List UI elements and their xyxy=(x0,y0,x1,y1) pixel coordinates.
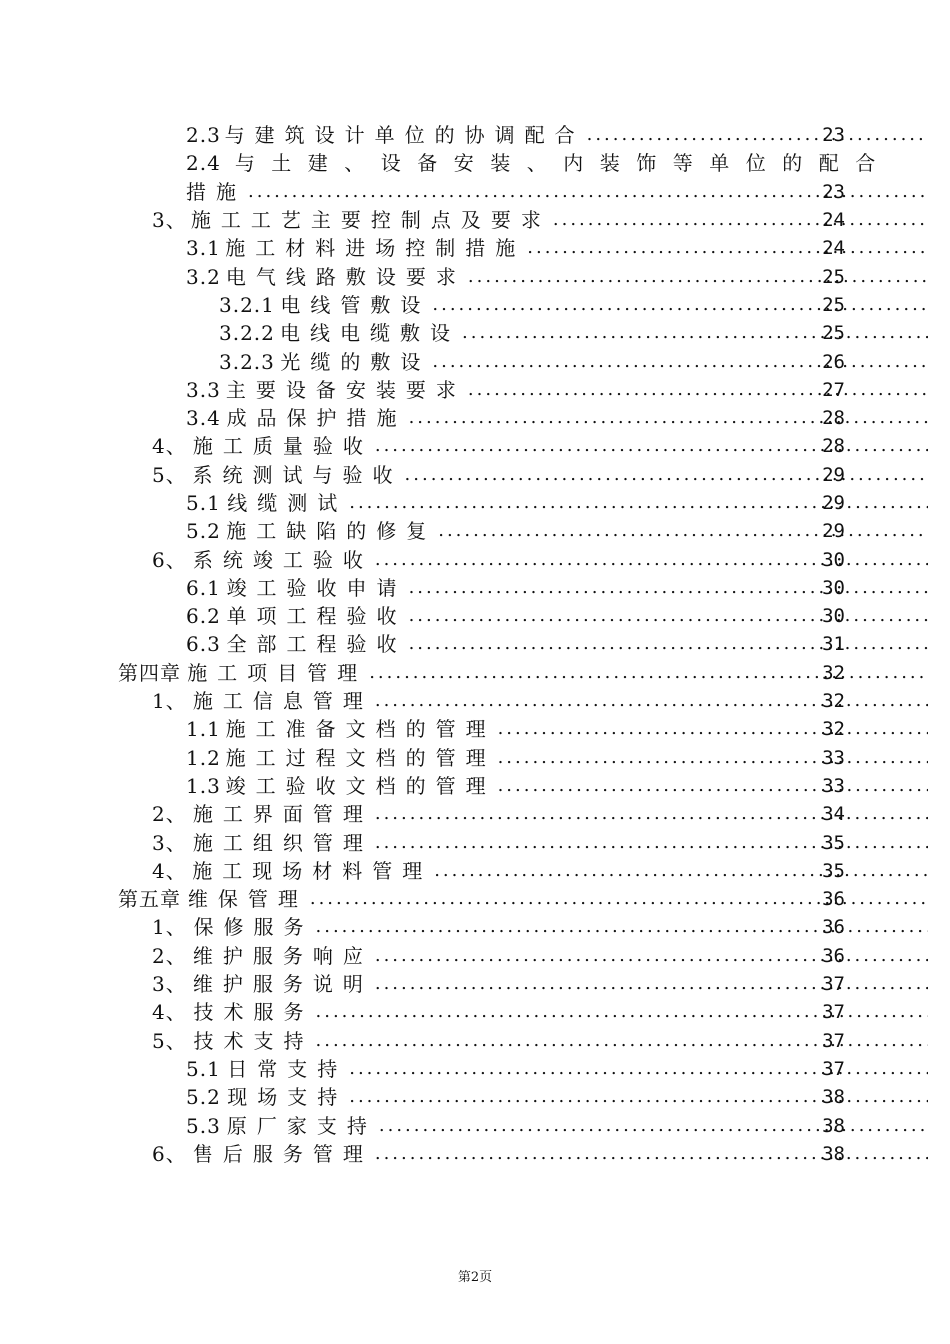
toc-entry-number: 5.1 xyxy=(186,1056,221,1081)
toc-entry[interactable] xyxy=(0,347,950,375)
toc-entry-title: 技术支持 xyxy=(193,1028,314,1053)
toc-entry-page: 37 xyxy=(822,973,845,996)
toc-entry[interactable] xyxy=(0,913,950,941)
toc-entry-leader xyxy=(375,432,928,460)
toc-entry[interactable] xyxy=(0,630,950,658)
toc-entry[interactable] xyxy=(0,574,950,602)
toc-entry-number: 5、 xyxy=(152,1028,187,1053)
toc-entry-title: 施工准备文档的管理 xyxy=(225,717,496,742)
toc-entry-leader xyxy=(375,687,928,715)
toc-entry[interactable] xyxy=(0,715,950,743)
toc-entry-page: 32 xyxy=(822,661,845,684)
toc-entry[interactable] xyxy=(0,857,950,885)
toc-entry-page: 27 xyxy=(822,378,845,401)
toc-entry[interactable] xyxy=(0,149,950,177)
toc-entry-leader xyxy=(375,942,928,970)
toc-entry-page: 32 xyxy=(822,690,845,713)
toc-entry-page: 37 xyxy=(822,1029,845,1052)
toc-entry-title: 与土建、设备安装、内装饰等单位的配合 xyxy=(234,151,892,176)
toc-entry-number: 3、 xyxy=(152,208,187,233)
toc-entry-number: 5.1 xyxy=(186,491,221,515)
toc-entry-number: 1.1 xyxy=(186,717,221,742)
toc-entry[interactable] xyxy=(0,121,950,149)
toc-entry-page: 25 xyxy=(822,265,845,288)
toc-entry-page: 33 xyxy=(822,774,845,797)
toc-entry[interactable] xyxy=(0,517,950,545)
toc-entry[interactable] xyxy=(0,461,950,489)
toc-entry-title: 维保管理 xyxy=(187,887,308,912)
toc-entry[interactable] xyxy=(0,1140,950,1168)
toc-entry[interactable] xyxy=(0,970,950,998)
toc-entry-title: 保修服务 xyxy=(193,915,314,940)
toc-entry-page: 25 xyxy=(822,293,845,316)
toc-entry-title: 电气线路敷设要求 xyxy=(225,264,466,289)
toc-entry-leader xyxy=(409,404,928,432)
toc-entry-title: 施工项目管理 xyxy=(187,660,368,685)
toc-entry[interactable] xyxy=(0,1027,950,1055)
toc-entry-page: 30 xyxy=(822,576,845,599)
toc-entry-number: 2、 xyxy=(152,943,187,968)
toc-entry-title: 与建筑设计单位的协调配合 xyxy=(224,123,585,148)
toc-entry[interactable] xyxy=(0,942,950,970)
toc-entry-leader xyxy=(432,348,928,376)
toc-entry-leader xyxy=(405,461,928,489)
toc-entry[interactable] xyxy=(0,262,950,290)
toc-entry-title: 施工组织管理 xyxy=(192,830,373,855)
toc-entry[interactable] xyxy=(0,659,950,687)
toc-entry-leader xyxy=(498,744,928,772)
toc-entry-page: 38 xyxy=(822,1114,845,1137)
toc-entry[interactable] xyxy=(0,602,950,630)
toc-entry[interactable] xyxy=(0,885,950,913)
toc-entry[interactable] xyxy=(0,291,950,319)
toc-entry-page: 31 xyxy=(822,633,845,656)
toc-entry-leader xyxy=(468,376,928,404)
toc-entry-title: 系统测试与验收 xyxy=(192,462,403,487)
toc-entry-title: 原厂家支持 xyxy=(226,1113,377,1138)
toc-entry-title: 施工现场材料管理 xyxy=(192,858,433,883)
toc-entry[interactable] xyxy=(0,998,950,1026)
toc-entry-number: 3.2.3 xyxy=(219,349,275,374)
toc-entry-title: 电线电缆敷设 xyxy=(280,321,461,346)
toc-entry-page: 28 xyxy=(822,435,845,458)
toc-entry-title: 主要设备安装要求 xyxy=(225,377,466,402)
toc-entry-title: 技术服务 xyxy=(193,1000,314,1025)
toc-entry-leader xyxy=(527,234,928,262)
toc-entry-number: 第四章 xyxy=(118,660,181,685)
toc-entry-leader xyxy=(409,602,928,630)
toc-entry-number: 5.2 xyxy=(186,1085,221,1110)
toc-entry[interactable] xyxy=(0,772,950,800)
toc-entry[interactable] xyxy=(0,1055,950,1083)
toc-entry-number: 3、 xyxy=(152,830,187,855)
toc-entry-leader xyxy=(375,970,928,998)
toc-entry-title: 措施 xyxy=(186,179,246,204)
toc-entry-title: 单项工程验收 xyxy=(226,604,407,629)
toc-entry-number: 1.2 xyxy=(186,745,221,770)
toc-entry-title: 施工质量验收 xyxy=(192,434,373,459)
toc-entry-leader xyxy=(375,1140,928,1168)
toc-entry[interactable] xyxy=(0,744,950,772)
toc-entry-number: 5、 xyxy=(152,462,187,487)
toc-entry-number: 3.2 xyxy=(186,264,221,289)
toc-entry-title: 施工缺陷的修复 xyxy=(226,519,437,544)
toc-entry-title: 施工材料进场控制措施 xyxy=(225,236,526,261)
toc-entry-number: 5.3 xyxy=(186,1113,221,1138)
toc-entry-number: 6.3 xyxy=(186,632,221,657)
toc-entry-page: 28 xyxy=(822,407,845,430)
toc-entry-page: 33 xyxy=(822,746,845,769)
toc-entry-page: 36 xyxy=(822,888,845,911)
toc-entry-title: 日常支持 xyxy=(227,1056,348,1081)
toc-entry-number: 2.3 xyxy=(186,123,221,148)
toc-entry-page: 36 xyxy=(822,916,845,939)
toc-entry-title: 电线管敷设 xyxy=(280,292,431,317)
toc-entry-title: 全部工程验收 xyxy=(226,632,407,657)
toc-entry[interactable] xyxy=(0,1083,950,1111)
toc-entry-page: 24 xyxy=(822,237,845,260)
toc-entry-leader xyxy=(409,630,928,658)
toc-entry[interactable] xyxy=(0,800,950,828)
toc-entry-number: 4、 xyxy=(152,434,187,459)
toc-entry-title: 系统竣工验收 xyxy=(192,547,373,572)
toc-entry-title: 施工工艺主要控制点及要求 xyxy=(190,208,551,233)
toc-entry-number: 3.4 xyxy=(186,406,221,431)
toc-entry-page: 29 xyxy=(822,463,845,486)
toc-entry[interactable] xyxy=(0,404,950,432)
toc-entry-leader xyxy=(375,829,928,857)
toc-entry-number: 6、 xyxy=(152,547,187,572)
toc-entry-leader xyxy=(498,772,928,800)
toc-entry[interactable] xyxy=(0,545,950,573)
toc-entry-number: 4、 xyxy=(152,1000,187,1025)
toc-entry-leader xyxy=(438,517,928,545)
toc-entry[interactable] xyxy=(0,206,950,234)
toc-entry-title: 施工信息管理 xyxy=(192,689,373,714)
toc-entry-title: 施工过程文档的管理 xyxy=(225,745,496,770)
toc-entry-number: 2.4 xyxy=(186,151,221,176)
toc-entry[interactable] xyxy=(0,319,950,347)
toc-entry-title: 竣工验收文档的管理 xyxy=(225,773,496,798)
toc-entry-page: 26 xyxy=(822,350,845,373)
toc-entry-title: 现场支持 xyxy=(227,1085,348,1110)
toc-entry-leader xyxy=(587,121,928,149)
toc-entry-page: 25 xyxy=(822,322,845,345)
toc-entry[interactable] xyxy=(0,432,950,460)
toc-entry-leader xyxy=(375,800,928,828)
toc-entry-leader xyxy=(553,206,928,234)
toc-entry-number: 6、 xyxy=(152,1141,187,1166)
toc-entry-page: 32 xyxy=(822,718,845,741)
toc-entry-title: 施工界面管理 xyxy=(192,802,373,827)
toc-entry-title: 光缆的敷设 xyxy=(280,349,431,374)
toc-entry-page: 30 xyxy=(822,548,845,571)
toc-entry-leader xyxy=(468,263,928,291)
toc-entry-title: 竣工验收申请 xyxy=(226,575,407,600)
toc-entry-leader xyxy=(498,715,928,743)
toc-entry-page: 24 xyxy=(822,209,845,232)
toc-entry[interactable] xyxy=(0,178,950,206)
toc-entry-number: 6.2 xyxy=(186,604,221,629)
toc-entry-number: 1.3 xyxy=(186,773,221,798)
toc-entry-leader xyxy=(409,574,928,602)
toc-entry[interactable] xyxy=(0,1111,950,1139)
table-of-contents xyxy=(0,121,950,1168)
toc-entry-page: 35 xyxy=(822,831,845,854)
toc-entry[interactable] xyxy=(0,687,950,715)
toc-entry-title: 维护服务说明 xyxy=(192,972,373,997)
toc-entry-number: 3.3 xyxy=(186,377,221,402)
toc-entry-title: 售后服务管理 xyxy=(192,1141,373,1166)
toc-entry-number: 3.2.1 xyxy=(219,292,275,317)
toc-entry-leader xyxy=(432,291,928,319)
toc-entry-leader xyxy=(434,857,928,885)
toc-entry[interactable] xyxy=(0,489,950,517)
toc-entry-page: 35 xyxy=(822,859,845,882)
toc-entry-leader xyxy=(379,1112,928,1140)
toc-entry-page: 23 xyxy=(822,180,845,203)
toc-entry-number: 第五章 xyxy=(118,887,181,912)
toc-entry-number: 3、 xyxy=(152,972,187,997)
toc-entry-page: 37 xyxy=(822,1057,845,1080)
toc-entry-title: 线缆测试 xyxy=(227,491,348,515)
toc-entry-title: 维护服务响应 xyxy=(192,943,373,968)
toc-entry-number: 1、 xyxy=(152,689,187,714)
toc-entry-page: 29 xyxy=(822,520,845,543)
toc-entry-page: 29 xyxy=(822,492,845,514)
toc-entry-number: 1、 xyxy=(152,915,187,940)
toc-entry-number: 3.1 xyxy=(186,236,221,261)
toc-entry-number: 5.2 xyxy=(186,519,221,544)
toc-entry-page: 23 xyxy=(822,124,845,147)
toc-entry-title: 成品保护措施 xyxy=(226,406,407,431)
toc-entry-page: 30 xyxy=(822,605,845,628)
toc-entry[interactable] xyxy=(0,234,950,262)
toc-entry-number: 6.1 xyxy=(186,575,221,600)
toc-entry-page: 34 xyxy=(822,803,845,826)
page-footer: 第2页 xyxy=(457,1270,493,1285)
toc-entry[interactable] xyxy=(0,828,950,856)
toc-entry-number: 3.2.2 xyxy=(219,321,275,346)
toc-entry-page: 36 xyxy=(822,944,845,967)
toc-entry-leader xyxy=(375,546,928,574)
toc-entry-number: 2、 xyxy=(152,802,187,827)
toc-entry-page: 38 xyxy=(822,1086,845,1109)
toc-entry-page: 37 xyxy=(822,1001,845,1024)
toc-entry[interactable] xyxy=(0,376,950,404)
toc-entry-number: 4、 xyxy=(152,858,187,883)
toc-entry-page: 38 xyxy=(822,1142,845,1165)
toc-entry-leader xyxy=(462,319,928,347)
